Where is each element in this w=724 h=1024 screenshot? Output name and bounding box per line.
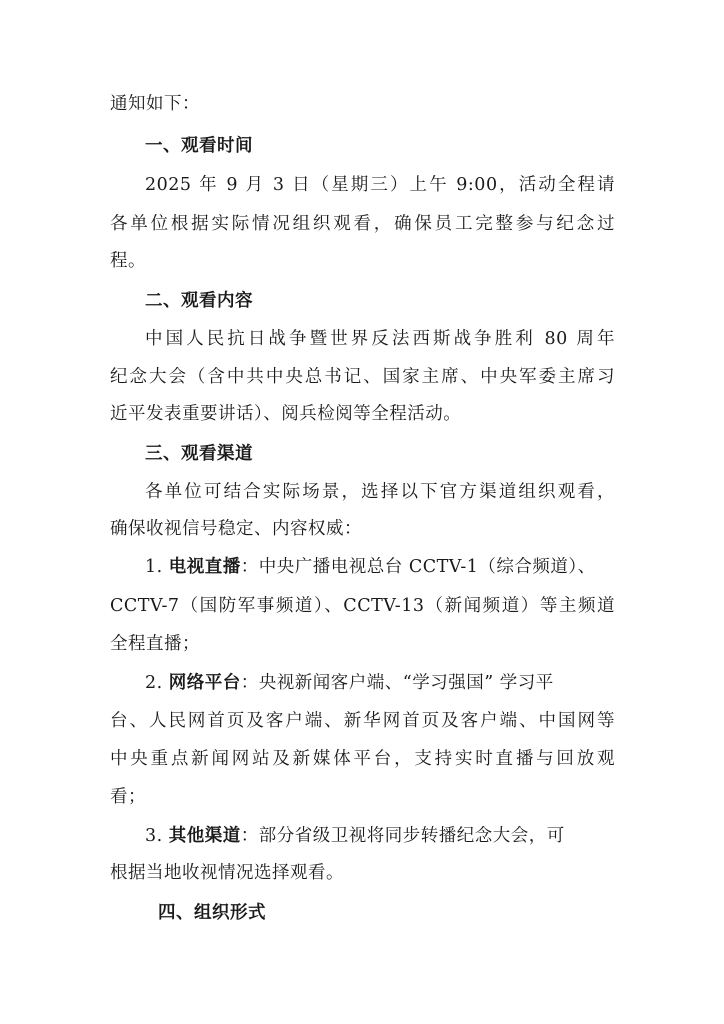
paragraph-line: 确保收视信号稳定、内容权威：	[110, 519, 362, 539]
paragraph-line: 各单位根据实际情况组织观看，确保员工完整参与纪念过	[110, 214, 615, 234]
paragraph-line: 程。	[110, 251, 146, 271]
list-item-number: 1.	[145, 557, 163, 577]
list-item-other-channels	[145, 825, 615, 847]
section-heading-viewing-time: 一、观看时间	[145, 136, 253, 156]
list-item-label: 网络平台	[168, 673, 241, 693]
paragraph-line: 2025 年 9 月 3 日（星期三）上午 9:00，活动全程请	[145, 175, 615, 195]
paragraph-line: 根据当地收视情况选择观看。	[110, 863, 344, 883]
paragraph-line: 中国人民抗日战争暨世界反法西斯战争胜利 80 周年	[145, 329, 615, 349]
list-item-label: 电视直播	[168, 557, 241, 577]
section-heading-viewing-channels: 三、观看渠道	[145, 444, 253, 464]
list-item-text: ：中央广播电视总台 CCTV-1（综合频道）、	[240, 557, 596, 577]
paragraph-line: 全程直播；	[110, 634, 200, 654]
section-heading-organization-form: 四、组织形式	[158, 903, 266, 923]
paragraph-line: 中央重点新闻网站及新媒体平台，支持实时直播与回放观	[110, 749, 615, 769]
list-item-tv-broadcast	[145, 556, 615, 578]
section-heading-viewing-content: 二、观看内容	[145, 291, 253, 311]
paragraph-line: 台、人民网首页及客户端、新华网首页及客户端、中国网等	[110, 711, 615, 731]
list-item-text: ：部分省级卫视将同步转播纪念大会，可	[240, 826, 565, 846]
list-item-text: ：央视新闻客户端、“学习强国” 学习平	[240, 673, 554, 693]
list-item-online-platform	[145, 672, 615, 694]
list-item-number: 3.	[145, 826, 163, 846]
paragraph-line: 各单位可结合实际场景，选择以下官方渠道组织观看，	[145, 482, 615, 502]
paragraph-line: 近平发表重要讲话）、阅兵检阅等全程活动。	[110, 404, 462, 424]
paragraph-line: CCTV-7（国防军事频道）、CCTV-13（新闻频道）等主频道	[110, 596, 615, 616]
paragraph-line: 纪念大会（含中共中央总书记、国家主席、中央军委主席习	[110, 367, 615, 387]
list-item-number: 2.	[145, 673, 163, 693]
intro-text: 通知如下：	[110, 94, 200, 114]
paragraph-line: 看；	[110, 787, 146, 807]
list-item-label: 其他渠道	[168, 826, 241, 846]
